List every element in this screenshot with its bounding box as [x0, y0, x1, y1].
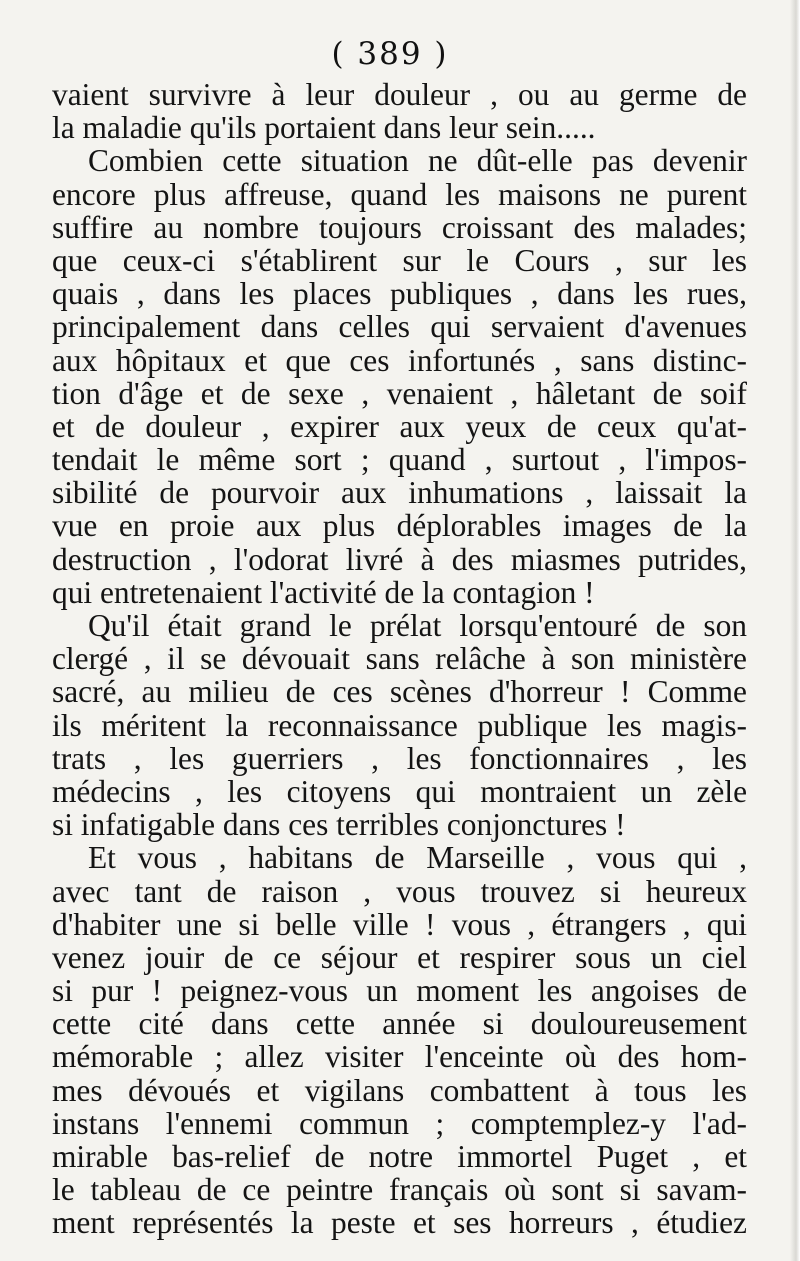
text-line: venez jouir de ce séjour et respirer sous un ciel: [52, 939, 747, 975]
text-line: instans l'ennemi commun ; comptemplez-y l'ad-: [52, 1105, 747, 1141]
text-line: destruction , l'odorat livré à des miasmes putrides,: [52, 541, 747, 577]
text-line: encore plus affreuse, quand les maisons ne purent: [52, 176, 747, 212]
text-line: médecins , les citoyens qui montraient un zèle: [52, 773, 747, 809]
text-line: trats , les guerriers , les fonctionnaires , les: [52, 740, 747, 776]
text-line: quais , dans les places publiques , dans les rues,: [52, 276, 747, 312]
text-line: clergé , il se dévouait sans relâche à son ministère: [52, 641, 747, 677]
page-number: ( 389 ): [331, 36, 449, 72]
page-edge: [790, 0, 800, 1261]
text-line: sibilité de pourvoir aux inhumations , laissait la: [52, 475, 747, 511]
text-line: si infatigable dans ces terribles conjonctures !: [52, 807, 626, 843]
text-line: Et vous , habitans de Marseille , vous qui ,: [88, 840, 747, 876]
text-line: que ceux-ci s'établirent sur le Cours , sur les: [52, 242, 747, 278]
text-line: cette cité dans cette année si douloureusement: [52, 1006, 747, 1042]
text-line: mes dévoués et vigilans combattent à tous les: [52, 1072, 747, 1108]
body-text: [52, 78, 747, 1240]
text-line: ment représentés la peste et ses horreurs , étudiez: [52, 1205, 747, 1241]
text-line: et de douleur , expirer aux yeux de ceux qu'at-: [52, 408, 747, 444]
text-line: la maladie qu'ils portaient dans leur sein.....: [52, 110, 596, 146]
text-line: suffire au nombre toujours croissant des malades;: [52, 209, 747, 245]
text-line: ils méritent la reconnaissance publique les magis-: [52, 707, 747, 743]
text-line: vaient survivre à leur douleur , ou au germe de: [52, 77, 747, 112]
text-line: mémorable ; allez visiter l'enceinte où des hom-: [52, 1039, 747, 1075]
text-line: Combien cette situation ne dût-elle pas devenir: [88, 143, 747, 179]
text-line: qui entretenaient l'activité de la contagion !: [52, 574, 595, 610]
text-line: Qu'il était grand le prélat lorsqu'entouré de son: [88, 608, 747, 643]
text-line: tendait le même sort ; quand , surtout , l'impos-: [52, 442, 747, 478]
text-line: aux hôpitaux et que ces infortunés , sans distinc-: [52, 342, 747, 378]
text-line: le tableau de ce peintre français où sont si savam-: [52, 1172, 747, 1208]
text-line: mirable bas-relief de notre immortel Puget , et: [52, 1139, 747, 1174]
text-line: sacré, au milieu de ces scènes d'horreur ! Comme: [52, 674, 747, 710]
text-line: d'habiter une si belle ville ! vous , étrangers , qui: [52, 906, 747, 942]
text-line: principalement dans celles qui servaient d'avenues: [52, 309, 747, 345]
text-line: avec tant de raison , vous trouvez si heureux: [52, 873, 747, 909]
text-line: tion d'âge et de sexe , venaient , hâletant de soif: [52, 375, 747, 411]
text-line: vue en proie aux plus déplorables images de la: [52, 508, 747, 544]
text-line: si pur ! peignez-vous un moment les angoises de: [52, 973, 747, 1009]
